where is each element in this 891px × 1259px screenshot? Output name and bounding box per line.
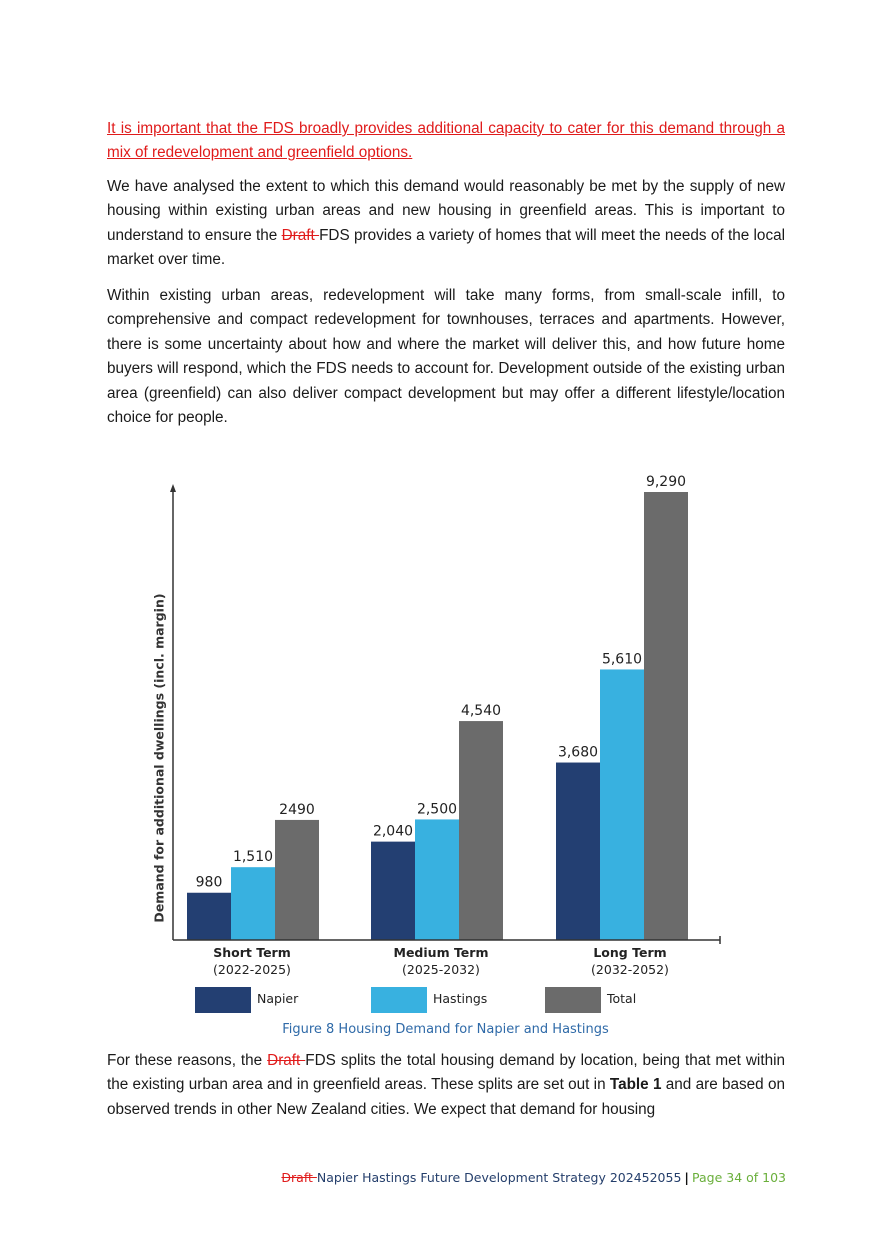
- bar-hastings-1: [415, 819, 459, 940]
- x-category-title: Short Term: [213, 945, 291, 960]
- paragraph-text: FDS provides a variety of homes that will meet the needs of the local market over time.: [107, 226, 785, 269]
- data-label-napier-2: 3,680: [557, 744, 599, 761]
- deleted-draft-text: Draft: [281, 226, 320, 244]
- deleted-draft-text: Draft: [267, 1052, 306, 1069]
- legend-swatch-napier: [195, 987, 251, 1013]
- bar-hastings-0: [231, 867, 275, 940]
- paragraph-text: FDS splits the total housing demand by location, being that met within the existing urban area and in greenfield areas. These splits are set out in: [107, 1052, 785, 1094]
- y-axis-label: Demand for additional dwellings (incl. margin): [151, 593, 167, 923]
- paragraph-capacity: [107, 117, 785, 166]
- data-label-napier-1: 2,040: [372, 823, 414, 840]
- legend-swatch-hastings: [371, 987, 427, 1013]
- paragraph-splits: [107, 1049, 785, 1122]
- data-label-hastings-0: 1,510: [232, 849, 274, 866]
- x-category-title: Long Term: [593, 945, 667, 960]
- x-category-long-term: [550, 944, 710, 978]
- bar-total-1: [459, 721, 503, 940]
- paragraph-text: and are based on observed trends in other New Zealand cities. We expect that demand for housing: [107, 1076, 785, 1118]
- inserted-text: It is important that the FDS broadly provides additional capacity to cater for this demand through a mix of redevelopment and greenfield options.: [107, 120, 785, 162]
- bar-total-0: [275, 820, 319, 940]
- figure-caption: Figure 8 Housing Demand for Napier and Hastings: [282, 1022, 609, 1037]
- x-category-range: (2025-2032): [402, 962, 480, 977]
- y-axis-arrow: [170, 484, 176, 492]
- bar-napier-0: [187, 893, 231, 940]
- footer-draft-deleted: Draft: [281, 1170, 317, 1185]
- housing-demand-chart: [140, 468, 740, 1018]
- data-label-napier-0: 980: [195, 874, 223, 891]
- paragraph-text: Within existing urban areas, redevelopment will take many forms, from small-scale infill, to comprehensive and compact redevelopment for townhouses, terraces and apartments. However, there is some uncertainty about how and where the market will deliver this, and how future home buyers will respond, which the FDS needs to account for. Development outside of the existing urban area (greenfield) can also deliver compact development but may offer a different lifestyle/location choice for people.: [107, 287, 785, 427]
- x-category-title: Medium Term: [393, 945, 489, 960]
- paragraph-text: We have analysed the extent to which this demand would reasonably be met by the supply of new housing within existing urban areas and new housing in greenfield areas. This is important to understand to ensure the: [107, 178, 785, 244]
- paragraph-text: For these reasons, the: [107, 1052, 268, 1069]
- legend-label-napier: Napier: [257, 991, 299, 1006]
- x-category-medium-term: [361, 944, 521, 978]
- data-label-total-0: 2490: [279, 801, 315, 818]
- legend-label-total: Total: [607, 991, 637, 1006]
- data-label-total-2: 9,290: [645, 474, 687, 490]
- paragraph-redevelopment: [107, 284, 785, 430]
- footer-separator: |: [684, 1170, 689, 1185]
- legend-swatch-total: [545, 987, 601, 1013]
- page-footer: [281, 1170, 786, 1185]
- bar-napier-2: [556, 763, 600, 940]
- paragraph-analysis: [107, 175, 785, 273]
- x-category-range: (2032-2052): [591, 962, 669, 977]
- data-label-total-1: 4,540: [460, 703, 502, 720]
- footer-page-number: Page 34 of 103: [692, 1170, 786, 1185]
- x-category-short-term: [172, 944, 332, 978]
- chart-canvas: [140, 468, 740, 1018]
- data-label-hastings-2: 5,610: [601, 651, 643, 668]
- table-reference: Table 1: [609, 1076, 662, 1094]
- bar-napier-1: [371, 842, 415, 940]
- bar-hastings-2: [600, 669, 644, 940]
- x-category-range: (2022-2025): [213, 962, 291, 977]
- data-label-hastings-1: 2,500: [416, 801, 458, 818]
- bar-total-2: [644, 492, 688, 940]
- footer-title: Napier Hastings Future Development Strategy 202452055: [316, 1170, 682, 1185]
- legend-label-hastings: Hastings: [433, 991, 488, 1006]
